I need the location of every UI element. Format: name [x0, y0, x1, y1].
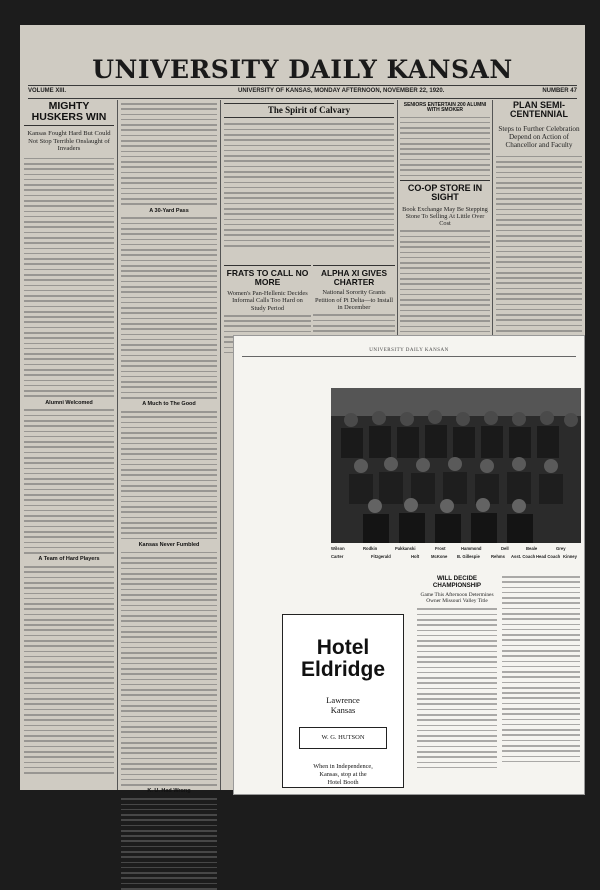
issue-info: UNIVERSITY OF KANSAS, MONDAY AFTERNOON, NOVEMBER 22, 1920. [238, 88, 445, 94]
article-text [417, 608, 497, 768]
article-text [121, 552, 217, 786]
article-text [224, 123, 394, 246]
article-semi-centennial [496, 101, 582, 359]
subhead-semi-centennial: Steps to Further Celebration Depend on Action of Chancellor and Faculty [498, 124, 580, 150]
clipping-masthead: UNIVERSITY DAILY KANSAN [369, 348, 449, 353]
overlay-clipping [233, 335, 585, 795]
headline-championship: WILL DECIDE CHAMPIONSHIP [432, 575, 482, 589]
hotel-tagline-line3: Hotel Booth [327, 779, 359, 786]
article-continued [121, 103, 217, 795]
headline-alpha-xi: ALPHA XI GIVES CHARTER [313, 265, 395, 286]
caption-name: Hammond [461, 546, 482, 551]
hotel-tagline-line2: Kansas, stop at the [319, 771, 367, 778]
article-text [24, 566, 114, 774]
caption-name: Holt [411, 554, 420, 559]
article-text [121, 798, 217, 889]
subhead-championship: Game This Afternoon Determines Owner Missouri Valley Title [420, 592, 494, 605]
section-head: Alumni Welcomed [45, 399, 93, 406]
article-championship [417, 576, 497, 786]
headline-semi-centennial: PLAN SEMI-CENTENNIAL [510, 100, 568, 120]
masthead-rule-top [28, 85, 577, 86]
masthead-rule-bottom [28, 98, 577, 99]
hotel-advertisement [282, 614, 404, 788]
article-text [400, 230, 490, 332]
column-divider [397, 100, 398, 360]
headline-calvary: The Spirit of Calvary [224, 103, 394, 118]
caption-name: McKone [431, 554, 448, 559]
headline-frats: FRATS TO CALL NO MORE [224, 265, 311, 287]
article-text [502, 576, 580, 762]
article-text [496, 156, 582, 337]
caption-name: B. Gillespie [457, 554, 480, 559]
caption-name: Asst. Coach [511, 554, 536, 559]
article-text [400, 117, 490, 177]
article-huskers [24, 101, 114, 791]
caption-name: Wilson [331, 546, 345, 551]
caption-name: Head Coach [536, 554, 561, 559]
article-text [121, 411, 217, 539]
issue-number: NUMBER 47 [542, 88, 577, 94]
hotel-name-line1: Hotel [316, 636, 370, 659]
section-head: A Much to The Good [142, 401, 196, 408]
team-photo [331, 388, 581, 543]
headline-huskers: MIGHTY HUSKERS WIN [24, 101, 114, 126]
caption-name: Frost [435, 546, 446, 551]
caption-name: Beale [526, 546, 538, 551]
caption-name: Carter [331, 554, 344, 559]
team-photo-image [331, 388, 581, 543]
article-text [121, 103, 217, 205]
caption-name: Kinney [563, 554, 577, 559]
hotel-city-line1: Lawrence [326, 695, 360, 705]
masthead-title: UNIVERSITY DAILY KANSAN [92, 55, 513, 84]
article-calvary [224, 103, 394, 253]
article-text [24, 158, 114, 397]
caption-name: Rehms [491, 554, 505, 559]
subhead-co-op: Book Exchange May Be Stepping Stone To Selling At Little Over Cost [402, 205, 488, 228]
article-text [121, 217, 217, 398]
section-head: A 30-Yard Pass [149, 207, 189, 214]
subhead-huskers: Kansas Fought Hard But Could Not Stop Terrible Onslaught of Invaders [27, 130, 111, 153]
column-divider [220, 100, 221, 790]
hotel-name-line2: Eldridge [300, 658, 385, 681]
volume-label: VOLUME XIII. [28, 88, 67, 94]
section-head: A Team of Hard Players [38, 556, 100, 563]
caption-name: Pakkanski [395, 546, 416, 551]
subhead-alpha-xi: National Sorority Grants Petition of Pi Delta—to Install in December [314, 289, 394, 312]
article-text [24, 409, 114, 553]
section-head: K. U. Had Wrong [147, 788, 191, 795]
subhead-frats: Women's Pan-Hellenic Decides Informal Calls Too Hard on Study Period [227, 289, 308, 312]
hotel-tagline-line1: When in Independence, [313, 763, 373, 770]
dateline [28, 88, 577, 98]
hotel-proprietor: W. G. HUTSON [299, 727, 387, 749]
column-divider [117, 100, 118, 790]
hotel-city-line2: Kansas [330, 705, 356, 715]
caption-name: Rodkin [363, 546, 378, 551]
headline-co-op: CO-OP STORE IN SIGHT [400, 180, 490, 203]
caption-name: Fitzgerald [371, 554, 391, 559]
caption-name: Dell [501, 546, 509, 551]
article-championship-continued [502, 576, 580, 786]
caption-name: Grey [556, 546, 566, 551]
clipping-rule [242, 356, 576, 357]
column-divider [492, 100, 493, 360]
headline-seniors: SENIORS ENTERTAIN 200 ALUMNI WITH SMOKER [403, 102, 487, 114]
section-head: Kansas Never Fumbled [138, 542, 200, 549]
article-seniors [400, 103, 490, 358]
